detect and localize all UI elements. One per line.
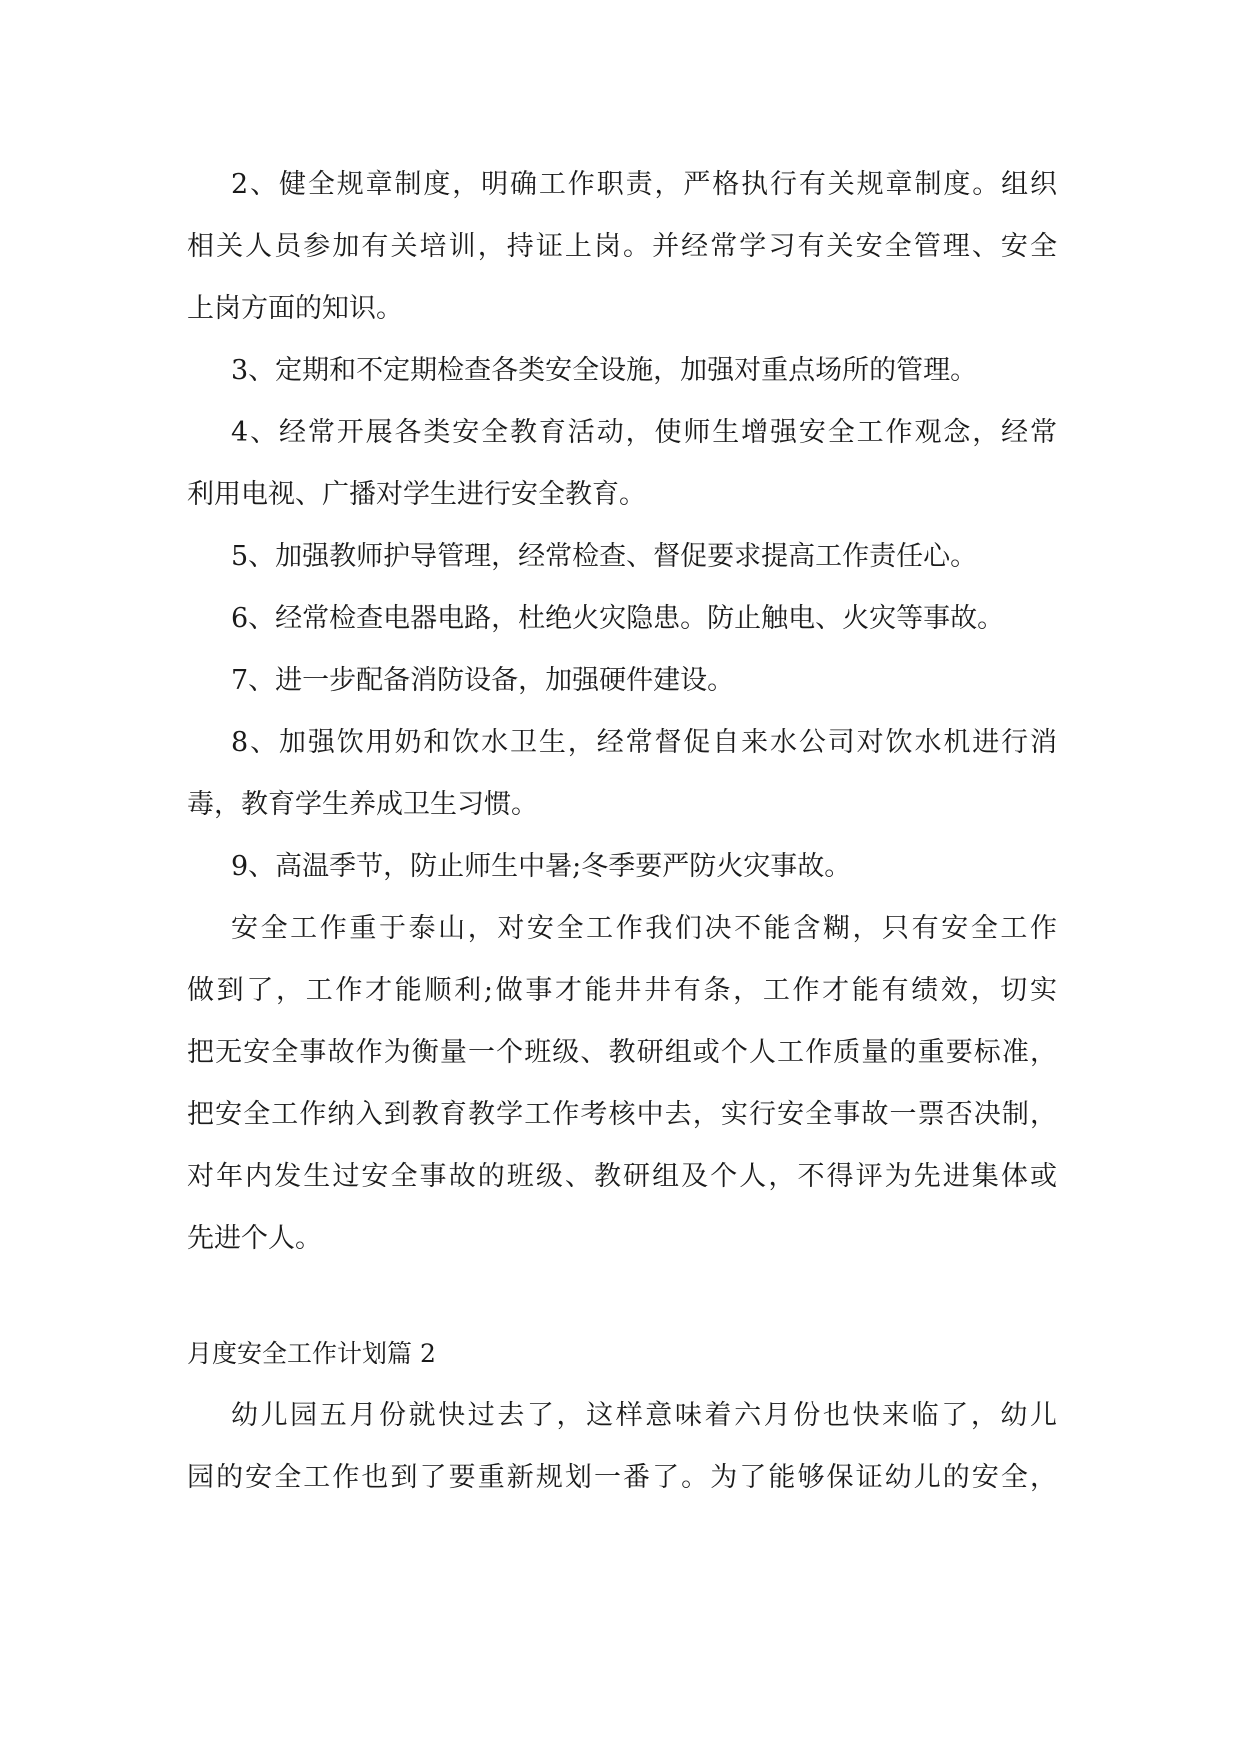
section-2-intro-line-2: 园的安全工作也到了要重新规划一番了。为了能够保证幼儿的安全， bbox=[187, 1462, 1057, 1493]
paragraph-2-line-1: 2、健全规章制度，明确工作职责，严格执行有关规章制度。组织 bbox=[231, 169, 1057, 200]
paragraph-2-line-2: 相关人员参加有关培训，持证上岗。并经常学习有关安全管理、安全 bbox=[187, 231, 1057, 262]
paragraph-2-line-3: 上岗方面的知识。 bbox=[187, 293, 403, 324]
paragraph-5: 5、加强教师护导管理，经常检查、督促要求提高工作责任心。 bbox=[231, 541, 978, 572]
paragraph-4-line-2: 利用电视、广播对学生进行安全教育。 bbox=[187, 479, 646, 510]
paragraph-7: 7、进一步配备消防设备，加强硬件建设。 bbox=[231, 665, 735, 696]
summary-line-3: 把无安全事故作为衡量一个班级、教研组或个人工作质量的重要标准， bbox=[187, 1037, 1057, 1068]
summary-line-2: 做到了，工作才能顺利;做事才能井井有条，工作才能有绩效，切实 bbox=[187, 975, 1057, 1006]
summary-line-1: 安全工作重于泰山，对安全工作我们决不能含糊，只有安全工作 bbox=[231, 913, 1057, 944]
paragraph-4-line-1: 4、经常开展各类安全教育活动，使师生增强安全工作观念，经常 bbox=[231, 417, 1057, 448]
section-2-intro-line-1: 幼儿园五月份就快过去了，这样意味着六月份也快来临了，幼儿 bbox=[231, 1400, 1057, 1431]
section-heading: 月度安全工作计划篇 2 bbox=[187, 1339, 436, 1368]
paragraph-8-line-2: 毒，教育学生养成卫生习惯。 bbox=[187, 789, 538, 820]
paragraph-8-line-1: 8、加强饮用奶和饮水卫生，经常督促自来水公司对饮水机进行消 bbox=[231, 727, 1057, 758]
paragraph-6: 6、经常检查电器电路，杜绝火灾隐患。防止触电、火灾等事故。 bbox=[231, 603, 1005, 634]
summary-line-4: 把安全工作纳入到教育教学工作考核中去，实行安全事故一票否决制， bbox=[187, 1099, 1057, 1130]
paragraph-9: 9、高温季节，防止师生中暑;冬季要严防火灾事故。 bbox=[231, 851, 852, 882]
summary-line-5: 对年内发生过安全事故的班级、教研组及个人，不得评为先进集体或 bbox=[187, 1161, 1057, 1192]
summary-line-6: 先进个人。 bbox=[187, 1223, 322, 1254]
paragraph-3: 3、定期和不定期检查各类安全设施，加强对重点场所的管理。 bbox=[231, 355, 978, 386]
